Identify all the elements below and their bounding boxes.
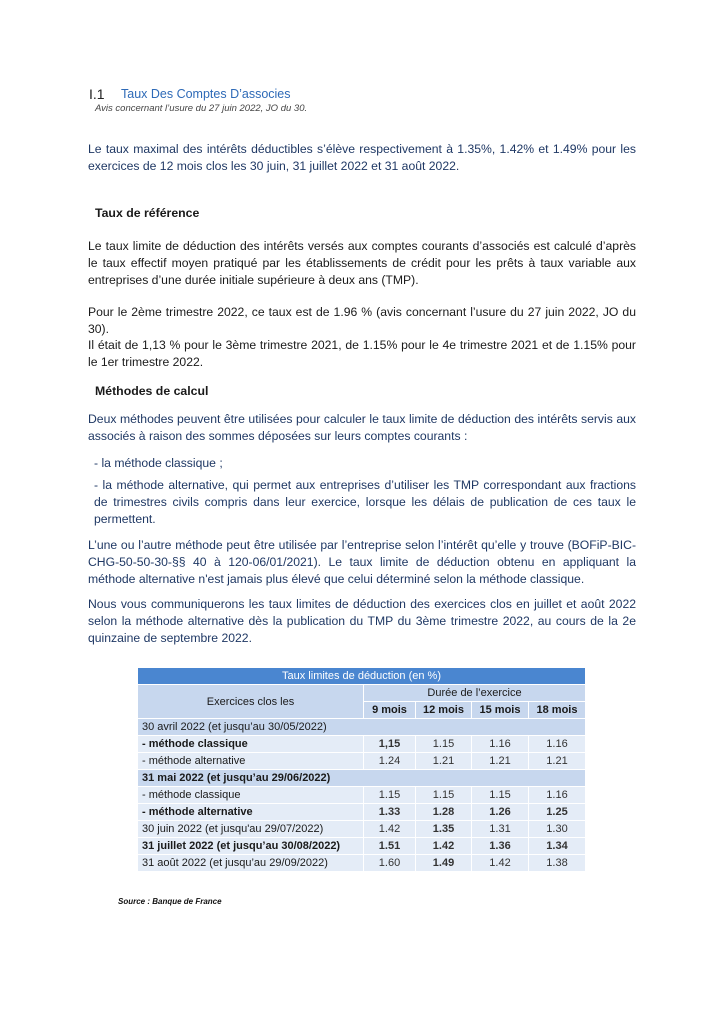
row-label: - méthode alternative — [138, 753, 364, 770]
header-row — [138, 685, 586, 702]
row-label: 31 août 2022 (et jusqu’au 29/09/2022) — [138, 855, 364, 872]
cell: 1.42 — [364, 821, 416, 838]
cell: 1.31 — [472, 821, 529, 838]
cell: 1.28 — [416, 804, 472, 821]
cell: 1.42 — [416, 838, 472, 855]
cell: 1.36 — [472, 838, 529, 855]
cell: 1.15 — [472, 787, 529, 804]
table-row — [138, 855, 586, 872]
methods-heading: Méthodes de calcul — [95, 384, 209, 398]
cell: 1.21 — [416, 753, 472, 770]
cell: 1.24 — [364, 753, 416, 770]
table-row — [138, 787, 586, 804]
cell: 1.30 — [529, 821, 586, 838]
source-note: Source : Banque de France — [118, 897, 222, 906]
group-row-april — [138, 719, 586, 736]
deduction-rates-table — [137, 667, 586, 872]
methods-paragraph-3: Nous vous communiquerons les taux limites de déduction des exercices clos en juillet et août 2022 selon la méthode alternative dès la publication du TMP du 3ème trimestre 2022, au cours de la 2e quinzaine de septembre 2022. — [88, 597, 636, 645]
cell: 1.15 — [416, 787, 472, 804]
period-column-header: Exercices clos les — [138, 685, 364, 719]
reference-paragraph-1: Le taux limite de déduction des intérêts versés aux comptes courants d’associés est calculé d’après le taux effectif moyen pratiqué par les établissements de crédit pour les prêts à taux variable aux entreprises d’une durée initiale supérieure à deux ans (TMP). — [88, 239, 636, 287]
row-label: - méthode classique — [138, 736, 364, 753]
cell: 1.42 — [472, 855, 529, 872]
cell: 1.35 — [416, 821, 472, 838]
cell: 1.21 — [529, 753, 586, 770]
cell: 1.60 — [364, 855, 416, 872]
row-label: - méthode classique — [138, 787, 364, 804]
group-row-may — [138, 770, 586, 787]
row-label: - méthode alternative — [138, 804, 364, 821]
cell: 1.26 — [472, 804, 529, 821]
section-title: Taux Des Comptes D’associes — [121, 87, 291, 101]
cell: 1.38 — [529, 855, 586, 872]
row-label: 31 juillet 2022 (et jusqu’au 30/08/2022) — [138, 838, 364, 855]
cell: 1.49 — [416, 855, 472, 872]
group-label: 31 mai 2022 (et jusqu’au 29/06/2022) — [138, 770, 586, 787]
table-row — [138, 753, 586, 770]
cell: 1,15 — [364, 736, 416, 753]
duration-header: Durée de l’exercice — [364, 685, 586, 702]
reference-paragraph-3: Il était de 1,13 % pour le 3ème trimestre 2021, de 1.15% pour le 4e trimestre 2021 et de 1.15% pour le 1er trimestre 2022. — [88, 338, 636, 369]
table-row — [138, 804, 586, 821]
bullet-alternative: - la méthode alternative, qui permet aux entreprises d’utiliser les TMP correspondant aux fractions de trimestres civils compris dans leur exercice, lorsque les délais de publication de ces taux le permettent. — [94, 478, 636, 526]
table-row — [138, 821, 586, 838]
cell: 1.34 — [529, 838, 586, 855]
bullet-classic: - la méthode classique ; — [94, 456, 223, 470]
reference-heading: Taux de référence — [95, 206, 200, 220]
subtitle: Avis concernant l’usure du 27 juin 2022, JO du 30. — [95, 103, 308, 114]
duration-9: 9 mois — [364, 702, 416, 719]
intro-paragraph: Le taux maximal des intérêts déductibles s’élève respectivement à 1.35%, 1.42% et 1.49% pour les exercices de 12 mois clos les 30 juin, 31 juillet 2022 et 31 août 2022. — [88, 142, 636, 173]
cell: 1.25 — [529, 804, 586, 821]
table-title-row — [138, 668, 586, 685]
duration-18: 18 mois — [529, 702, 586, 719]
duration-15: 15 mois — [472, 702, 529, 719]
row-label: 30 juin 2022 (et jusqu'au 29/07/2022) — [138, 821, 364, 838]
table-row — [138, 736, 586, 753]
cell: 1.16 — [529, 736, 586, 753]
cell: 1.15 — [364, 787, 416, 804]
methods-paragraph-2: L’une ou l’autre méthode peut être utilisée par l’entreprise selon l’intérêt qu’elle y trouve (BOFiP-BIC-CHG-50-50-30-§§ 40 à 120-06/01/2021). Le taux limite de déduction obtenu en appliquant la méthode alternative n'est jamais plus élevé que celui déterminé selon la méthode classique. — [88, 538, 636, 586]
cell: 1.15 — [416, 736, 472, 753]
reference-paragraph-2: Pour le 2ème trimestre 2022, ce taux est de 1.96 % (avis concernant l’usure du 27 juin 2022, JO du 30). — [88, 305, 636, 336]
table-title: Taux limites de déduction (en %) — [138, 668, 586, 685]
cell: 1.21 — [472, 753, 529, 770]
table-row — [138, 838, 586, 855]
duration-12: 12 mois — [416, 702, 472, 719]
cell: 1.16 — [472, 736, 529, 753]
cell: 1.33 — [364, 804, 416, 821]
cell: 1.51 — [364, 838, 416, 855]
section-number: I.1 — [89, 86, 105, 102]
cell: 1.16 — [529, 787, 586, 804]
methods-paragraph-1: Deux méthodes peuvent être utilisées pour calculer le taux limite de déduction des intérêts servis aux associés à raison des sommes déposées sur leurs comptes courants : — [88, 412, 636, 443]
group-label: 30 avril 2022 (et jusqu’au 30/05/2022) — [138, 719, 586, 736]
